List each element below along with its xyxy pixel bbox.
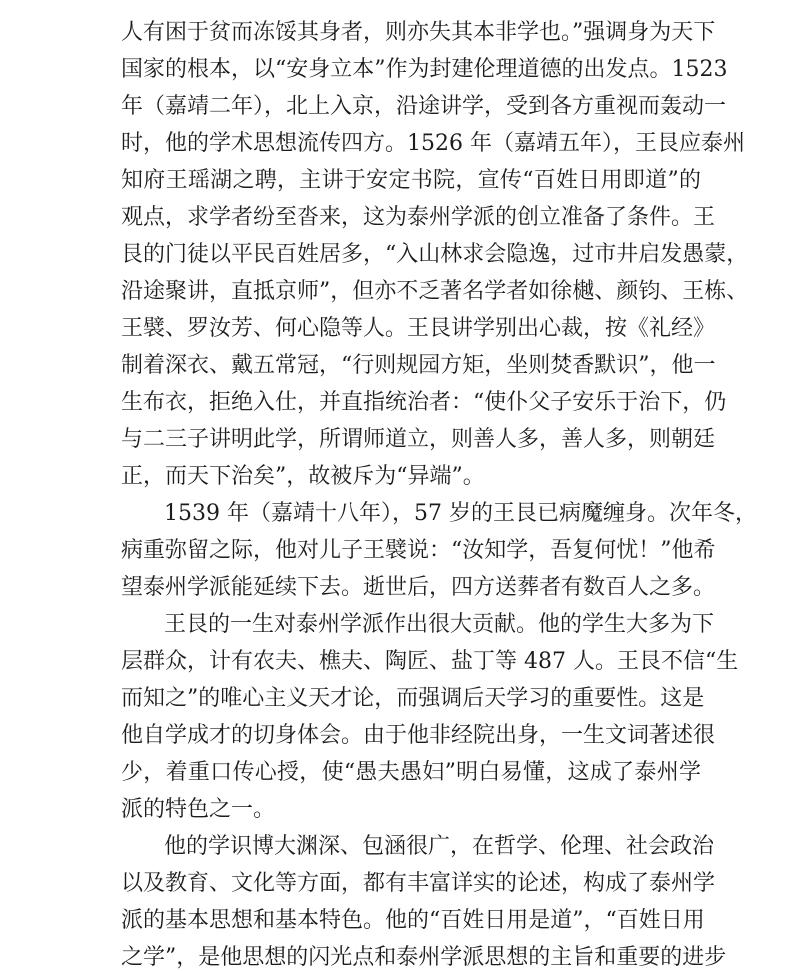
text-line: 1539 年（嘉靖十八年），57 岁的王艮已病魔缠身。次年冬， bbox=[164, 501, 757, 526]
text-line: 年（嘉靖二年），北上入京，沿途讲学，受到各方重视而轰动一 bbox=[121, 94, 727, 119]
text-line: 王艮的一生对泰州学派作出很大贡献。他的学生大多为下 bbox=[164, 612, 715, 637]
text-line: 之学”，是他思想的闪光点和泰州学派思想的主旨和重要的进步 bbox=[121, 945, 727, 970]
text-line: 派的基本思想和基本特色。他的“百姓日用是道”，“百姓日用 bbox=[121, 908, 705, 933]
text-line: 以及教育、文化等方面，都有丰富详实的论述，构成了泰州学 bbox=[121, 871, 716, 896]
text-line: 他自学成才的切身体会。由于他非经院出身，一生文词著述很 bbox=[121, 723, 716, 748]
text-line: 知府王瑶湖之聘，主讲于安定书院，宣传“百姓日用即道”的 bbox=[121, 168, 701, 193]
text-line: 病重弥留之际，他对儿子王襞说：“汝知学，吾复何忧！”他希 bbox=[121, 538, 716, 563]
text-line: 生布衣，拒绝入仕，并直指统治者：“使仆父子安乐于治下，仍 bbox=[121, 390, 727, 415]
text-line: 正，而天下治矣”，故被斥为“异端”。 bbox=[121, 464, 485, 489]
text-line: 艮的门徒以平民百姓居多，“入山林求会隐逸，过市井启发愚蒙， bbox=[121, 242, 749, 267]
text-line: 制着深衣、戴五常冠，“行则规园方矩，坐则焚香默识”，他一 bbox=[121, 353, 716, 378]
text-line: 少，着重口传心授，使“愚夫愚妇”明白易懂，这成了泰州学 bbox=[121, 760, 701, 785]
text-line: 望泰州学派能延续下去。逝世后，四方送葬者有数百人之多。 bbox=[121, 575, 716, 600]
text-line: 层群众，计有农夫、樵夫、陶匠、盐丁等 487 人。王艮不信“生 bbox=[121, 649, 739, 674]
text-line: 观点，求学者纷至沓来，这为泰州学派的创立准备了条件。王 bbox=[121, 205, 716, 230]
text-line: 派的特色之一。 bbox=[121, 797, 276, 822]
text-line: 与二三子讲明此学，所谓师道立，则善人多，善人多，则朝廷 bbox=[121, 427, 716, 452]
text-line: 人有困于贫而冻馁其身者，则亦失其本非学也。”强调身为天下 bbox=[121, 20, 716, 45]
text-line: 国家的根本，以“安身立本”作为封建伦理道德的出发点。1523 bbox=[121, 57, 728, 82]
text-line: 他的学识博大渊深、包涵很广，在哲学、伦理、社会政治 bbox=[164, 834, 715, 859]
text-line: 王襞、罗汝芳、何心隐等人。王艮讲学别出心裁，按《礼经》 bbox=[121, 316, 716, 341]
text-line: 而知之”的唯心主义天才论，而强调后天学习的重要性。这是 bbox=[121, 686, 705, 711]
text-line: 时，他的学术思想流传四方。1526 年（嘉靖五年），王艮应泰州 bbox=[121, 131, 745, 156]
text-line: 沿途聚讲，直抵京师”，但亦不乏著名学者如徐樾、颜钧、王栋、 bbox=[121, 279, 749, 304]
